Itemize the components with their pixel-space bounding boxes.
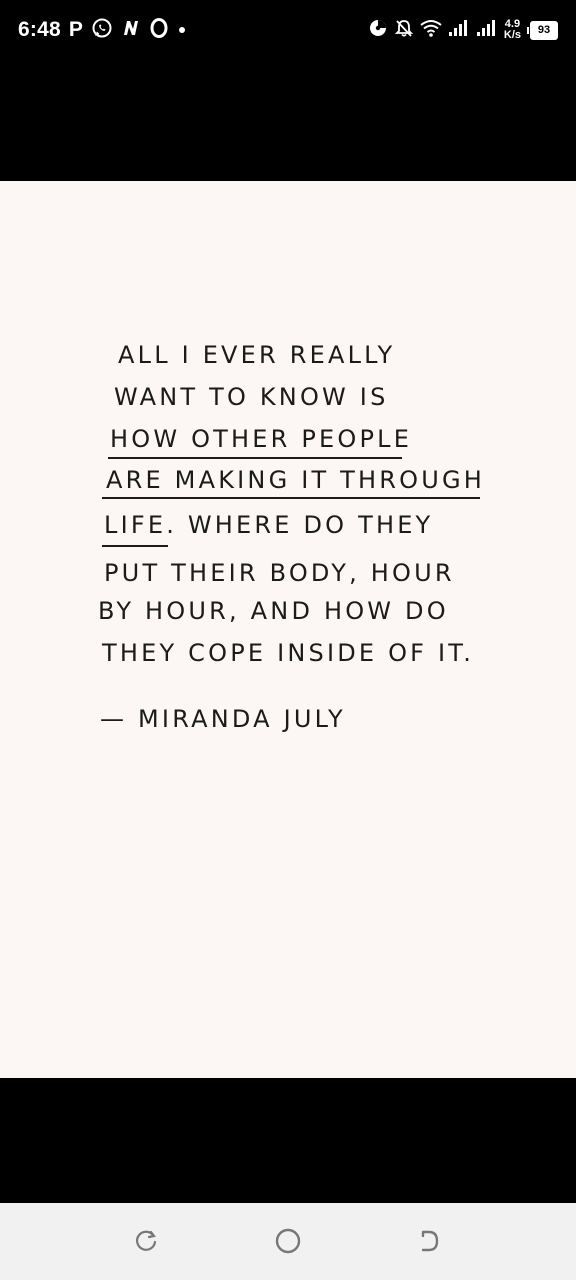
back-icon — [414, 1227, 442, 1255]
home-button[interactable] — [268, 1221, 308, 1261]
signal-icon — [448, 18, 470, 43]
quote-line: THEY COPE INSIDE OF IT. — [102, 639, 475, 667]
quote-line: ALL I EVER REALLY — [118, 341, 396, 369]
circle-o-icon — [149, 17, 169, 44]
battery-icon — [527, 21, 558, 40]
status-left — [18, 14, 187, 46]
data-saver-icon — [368, 18, 388, 43]
quote-attribution: — MIRANDA JULY — [100, 705, 346, 733]
wifi-icon — [420, 18, 442, 43]
quote-text — [0, 181, 576, 1078]
signal-icon-2 — [476, 18, 498, 43]
net-speed-value: 4.9 — [504, 18, 521, 30]
quote-line: WANT TO KNOW IS — [114, 383, 389, 411]
status-right — [368, 14, 558, 46]
underline — [102, 545, 168, 547]
underline — [102, 497, 480, 499]
recent-apps-icon — [132, 1227, 160, 1255]
battery-tip — [527, 27, 529, 34]
quote-line: PUT THEIR BODY, HOUR — [104, 559, 455, 587]
back-button[interactable] — [408, 1221, 448, 1261]
whatsapp-icon — [91, 17, 113, 44]
quote-line: BY HOUR, AND HOW DO — [98, 597, 449, 625]
clock: 6:48 — [18, 18, 61, 41]
battery-level: 93 — [530, 21, 558, 40]
mute-icon — [394, 18, 414, 43]
network-speed — [504, 19, 521, 41]
quote-line: ARE MAKING IT THROUGH — [106, 466, 486, 494]
status-bar — [0, 0, 576, 60]
p-icon: P — [68, 18, 83, 41]
net-speed-unit: K/s — [503, 29, 521, 41]
quote-line: HOW OTHER PEOPLE — [110, 425, 413, 453]
quote-image — [0, 181, 576, 1078]
home-icon — [273, 1226, 303, 1256]
dot-icon — [177, 21, 187, 39]
navigation-bar — [0, 1203, 576, 1280]
quote-line: LIFE. WHERE DO THEY — [104, 511, 434, 539]
recent-apps-button[interactable] — [126, 1221, 166, 1261]
n-icon — [121, 18, 141, 43]
underline — [108, 457, 402, 459]
